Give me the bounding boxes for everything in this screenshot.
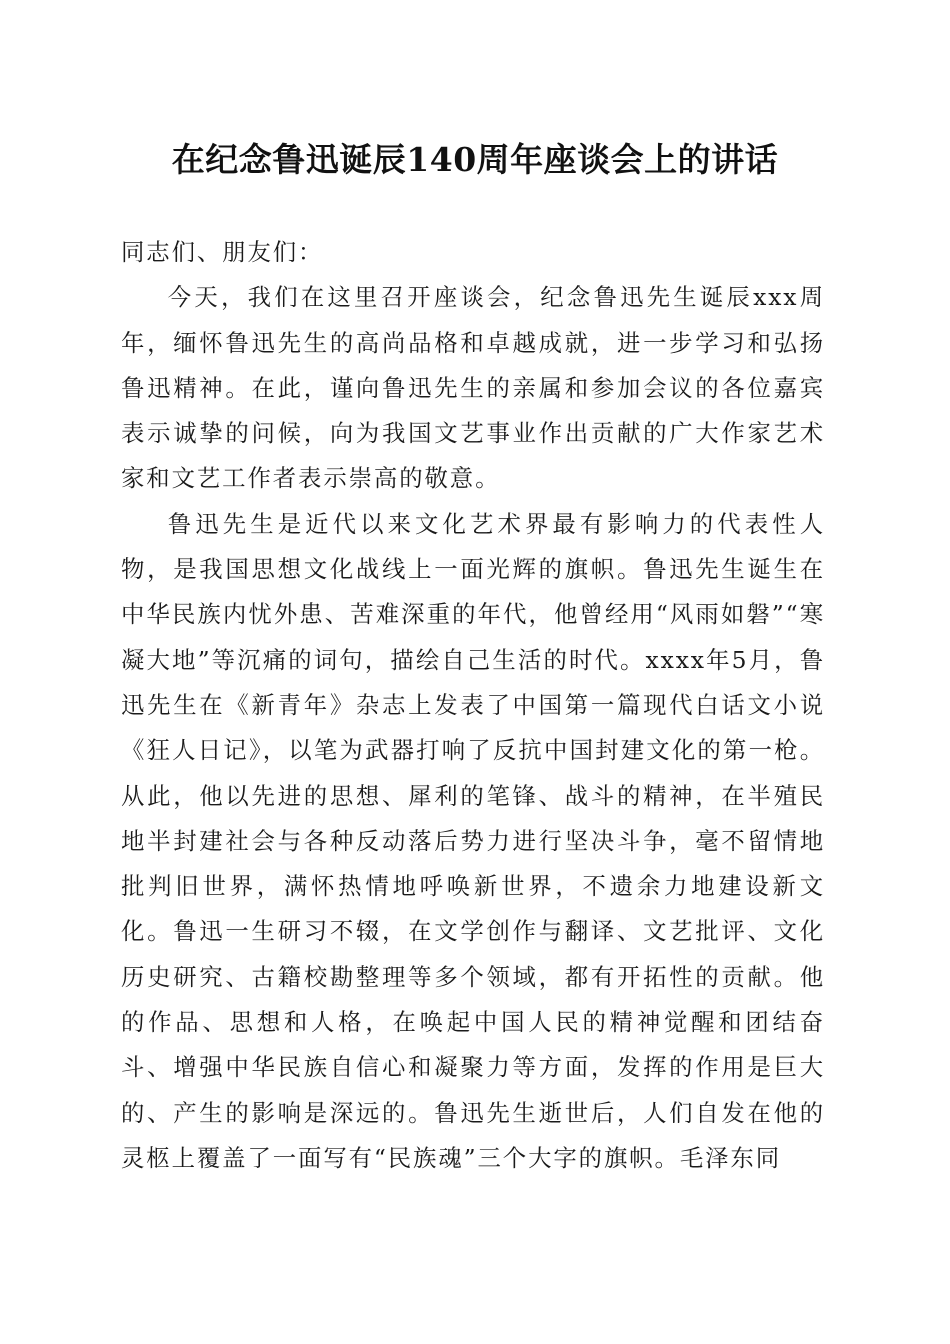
paragraph-luxun-legacy: 鲁迅先生是近代以来文化艺术界最有影响力的代表性人物，是我国思想文化战线上一面光辉的旗帜。鲁迅先生诞生在中华民族内忧外患、苦难深重的年代，他曾经用“风雨如磐”“寒凝大地”等沉痛的词句，描绘自己生活的时代。xxxx年5月，鲁迅先生在《新青年》杂志上发表了中国第一篇现代白话文小说《狂人日记》，以笔为武器打响了反抗中国封建文化的第一枪。从此，他以先进的思想、犀利的笔锋、战斗的精神，在半殖民地半封建社会与各种反动落后势力进行坚决斗争，毫不留情地批判旧世界，满怀热情地呼唤新世界，不遗余力地建设新文化。鲁迅一生研习不辍，在文学创作与翻译、文艺批评、文化历史研究、古籍校勘整理等多个领域，都有开拓性的贡献。他的作品、思想和人格，在唤起中国人民的精神觉醒和团结奋斗、增强中华民族自信心和凝聚力等方面，发挥的作用是巨大的、产生的影响是深远的。鲁迅先生逝世后，人们自发在他的灵柩上覆盖了一面写有“民族魂”三个大字的旗帜。毛泽东同	[121, 509, 825, 1172]
salutation: 同志们、朋友们：	[121, 238, 324, 266]
paragraph-opening: 今天，我们在这里召开座谈会，纪念鲁迅先生诞辰xxx周年，缅怀鲁迅先生的高尚品格和卓越成就，进一步学习和弘扬鲁迅精神。在此，谨向鲁迅先生的亲属和参加会议的各位嘉宾表示诚挚的问候，向为我国文艺事业作出贡献的广大作家艺术家和文艺工作者表示崇高的敬意。	[121, 283, 825, 493]
document-body	[121, 230, 825, 1181]
document-title: 在纪念鲁迅诞辰140周年座谈会上的讲话	[171, 140, 779, 179]
